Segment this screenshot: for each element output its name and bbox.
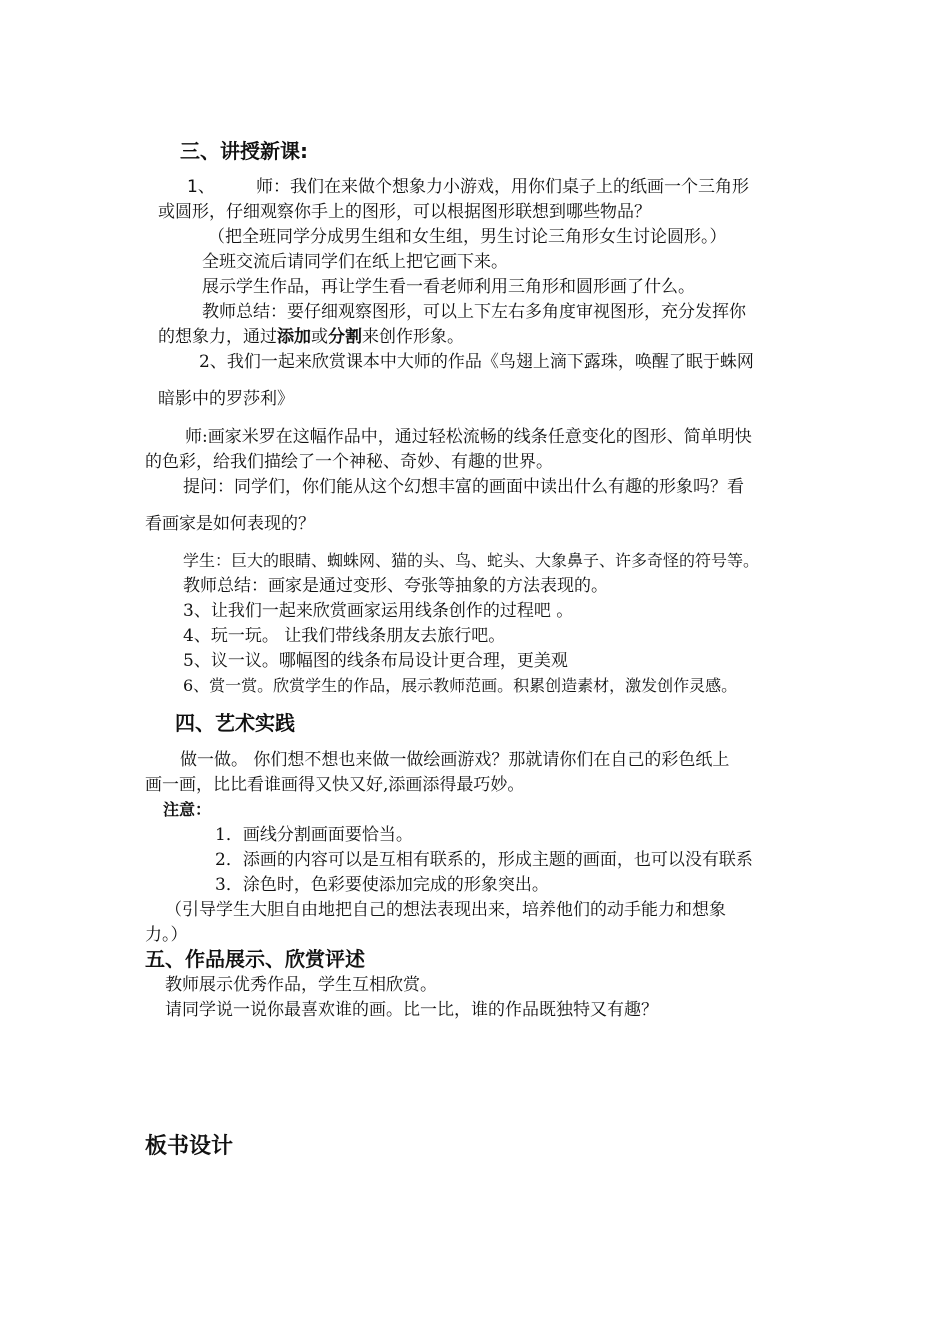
note-label: 注意： (163, 800, 212, 819)
paragraph-line: 学生：巨大的眼睛、蜘蛛网、猫的头、鸟、蛇头、大象鼻子、许多奇怪的符号等。 (183, 551, 760, 570)
text-run: 的想象力，通过 (158, 327, 277, 347)
note-item-1: 1．画线分割画面要恰当。 (215, 825, 413, 845)
bold-keyword-add: 添加 (277, 327, 311, 347)
note-item-2: 2．添画的内容可以是互相有联系的，形成主题的画面，也可以没有联系 (215, 850, 753, 870)
paragraph-line: 教师总结：画家是通过变形、夸张等抽象的方法表现的。 (183, 576, 608, 596)
paragraph-line: 画一画，比比看谁画得又快又好,添画添得最巧妙。 (145, 775, 525, 795)
list-item-3: 3、让我们一起来欣赏画家运用线条创作的过程吧 。 (183, 601, 574, 621)
list-item-4: 4、玩一玩。 让我们带线条朋友去旅行吧。 (183, 626, 506, 646)
paragraph-line: 暗影中的罗莎利》 (158, 389, 294, 409)
paragraph-line: 2、我们一起来欣赏课本中大师的作品《鸟翅上滴下露珠，唤醒了眠于蛛网 (199, 352, 754, 372)
paragraph-line: 请同学说一说你最喜欢谁的画。比一比，谁的作品既独特又有趣？ (165, 1000, 658, 1020)
section-5-heading: 五、作品展示、欣赏评述 (145, 947, 365, 971)
board-design-heading: 板书设计 (145, 1134, 234, 1159)
paragraph-line: （引导学生大胆自由地把自己的想法表现出来，培养他们的动手能力和想象 (165, 900, 726, 920)
paragraph-line: 教师展示优秀作品，学生互相欣赏。 (165, 975, 437, 995)
paragraph-line: （把全班同学分成男生组和女生组，男生讨论三角形女生讨论圆形。） (208, 227, 727, 247)
item-1-number: 1、 (187, 177, 215, 197)
paragraph-line: 提问：同学们，你们能从这个幻想丰富的画面中读出什么有趣的形象吗？看 (183, 477, 744, 497)
text-run: 来创作形象。 (362, 327, 464, 347)
list-item-5: 5、议一议。哪幅图的线条布局设计更合理，更美观 (183, 651, 568, 671)
paragraph-line: 展示学生作品，再让学生看一看老师利用三角形和圆形画了什么。 (202, 277, 695, 297)
paragraph-line: 做一做。 你们想不想也来做一做绘画游戏？那就请你们在自己的彩色纸上 (180, 750, 730, 770)
section-4-heading: 四、艺术实践 (175, 711, 295, 735)
paragraph-line: 看画家是如何表现的？ (145, 514, 315, 534)
paragraph-line: 全班交流后请同学们在纸上把它画下来。 (202, 252, 508, 272)
paragraph-line: 师:画家米罗在这幅作品中，通过轻松流畅的线条任意变化的图形、简单明快 (185, 427, 752, 447)
text-run: 或 (311, 327, 328, 347)
paragraph-line: 教师总结：要仔细观察图形，可以上下左右多角度审视图形，充分发挥你 (202, 302, 746, 322)
list-item-6: 6、赏一赏。欣赏学生的作品，展示教师范画。积累创造素材，激发创作灵感。 (183, 676, 738, 695)
bold-keyword-divide: 分割 (328, 327, 362, 347)
paragraph-line: 师：我们在来做个想象力小游戏，用你们桌子上的纸画一个三角形 (256, 177, 749, 197)
note-item-3: 3．涂色时，色彩要使添加完成的形象突出。 (215, 875, 549, 895)
paragraph-line: 的色彩，给我们描绘了一个神秘、奇妙、有趣的世界。 (145, 452, 553, 472)
paragraph-line: 或圆形，仔细观察你手上的图形，可以根据图形联想到哪些物品？ (158, 202, 651, 222)
section-3-heading: 三、讲授新课: (180, 139, 308, 163)
paragraph-line: 力。） (145, 925, 188, 945)
paragraph-line (158, 326, 464, 348)
